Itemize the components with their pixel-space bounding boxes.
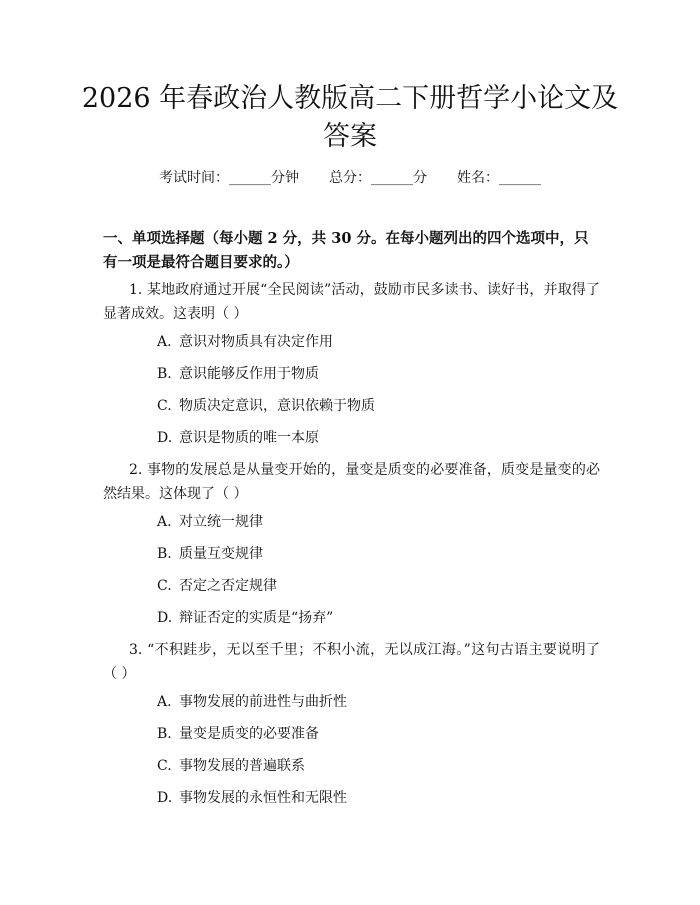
option-text: 意识是物质的唯一本原 bbox=[179, 430, 319, 446]
option-letter: D. bbox=[157, 610, 173, 626]
option-text: 量变是质变的必要准备 bbox=[179, 726, 319, 742]
option-text: 对立统一规律 bbox=[179, 514, 263, 530]
question-2-option-d bbox=[157, 608, 597, 628]
question-2-option-b bbox=[157, 544, 597, 564]
question-1-option-a bbox=[157, 332, 597, 352]
question-3-option-d bbox=[157, 788, 597, 808]
option-letter: D. bbox=[157, 430, 173, 446]
option-text: 物质决定意识，意识依赖于物质 bbox=[179, 398, 375, 414]
section-heading: 一、单项选择题（每小题 2 分，共 30 分。在每小题列出的四个选项中，只有一项是最符合题目要求的。） bbox=[103, 230, 589, 271]
exam-time: 考试时间：______分钟 bbox=[159, 170, 299, 186]
option-letter: C. bbox=[157, 578, 172, 594]
question-3-stem: 3. “不积跬步，无以至千里；不积小流，无以成江海。”这句古语主要说明了（ ） bbox=[103, 642, 600, 682]
question-1-option-b bbox=[157, 364, 597, 384]
page-title: 2026 年春政治人教版高二下册哲学小论文及答案 bbox=[81, 83, 619, 152]
option-letter: A. bbox=[157, 334, 172, 350]
option-letter: B. bbox=[157, 726, 172, 742]
option-letter: B. bbox=[157, 546, 172, 562]
option-text: 事物发展的永恒性和无限性 bbox=[179, 790, 347, 806]
question-3-option-c bbox=[157, 756, 597, 776]
question-1-option-c bbox=[157, 396, 597, 416]
option-text: 意识对物质具有决定作用 bbox=[179, 334, 333, 350]
option-letter: A. bbox=[157, 694, 172, 710]
question-2-option-c bbox=[157, 576, 597, 596]
option-text: 否定之否定规律 bbox=[179, 578, 277, 594]
option-letter: C. bbox=[157, 758, 172, 774]
question-2-option-a bbox=[157, 512, 597, 532]
question-3-option-a bbox=[157, 692, 597, 712]
option-letter: C. bbox=[157, 398, 172, 414]
exam-info bbox=[0, 168, 700, 188]
option-text: 质量互变规律 bbox=[179, 546, 263, 562]
option-text: 意识能够反作用于物质 bbox=[179, 366, 319, 382]
exam-name: 姓名：______ bbox=[457, 170, 541, 186]
question-1-option-d bbox=[157, 428, 597, 448]
option-letter: D. bbox=[157, 790, 173, 806]
option-letter: A. bbox=[157, 514, 172, 530]
question-1-stem: 1. 某地政府通过开展“全民阅读”活动，鼓励市民多读书、读好书，并取得了显著成效。这表明（ ） bbox=[103, 282, 600, 322]
option-text: 事物发展的前进性与曲折性 bbox=[179, 694, 347, 710]
question-2-stem: 2. 事物的发展总是从量变开始的，量变是质变的必要准备，质变是量变的必然结果。这体现了（ ） bbox=[103, 462, 600, 502]
option-text: 事物发展的普遍联系 bbox=[179, 758, 305, 774]
option-text: 辩证否定的实质是“扬弃” bbox=[179, 610, 334, 626]
option-letter: B. bbox=[157, 366, 172, 382]
question-3-option-b bbox=[157, 724, 597, 744]
exam-score: 总分：______分 bbox=[329, 170, 427, 186]
